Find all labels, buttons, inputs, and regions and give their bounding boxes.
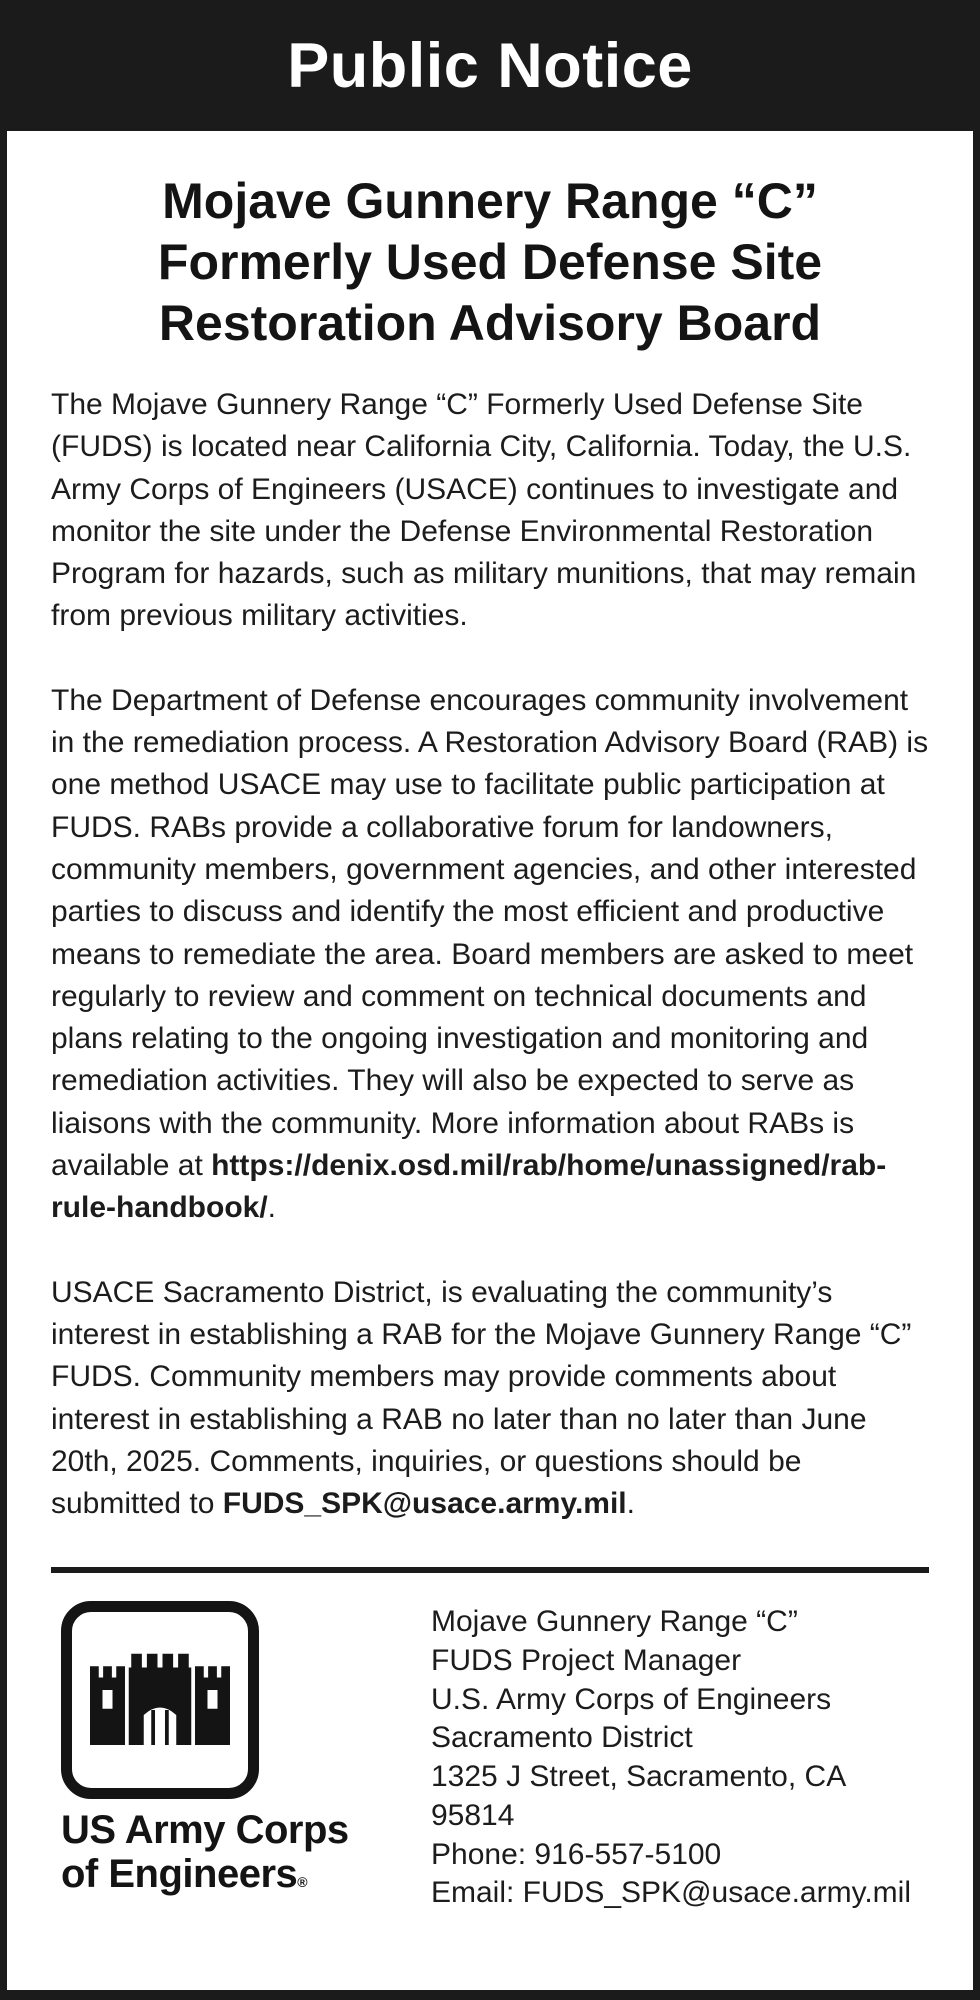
contact-info: [431, 1601, 929, 1913]
banner-title: Public Notice: [287, 30, 693, 101]
footer-divider: [51, 1567, 929, 1573]
footer: [51, 1601, 929, 1913]
contact-line-site: Mojave Gunnery Range “C”: [431, 1605, 798, 1639]
contact-line-email: Email: FUDS_SPK@usace.army.mil: [431, 1876, 911, 1910]
contact-line-org: U.S. Army Corps of Engineers: [431, 1682, 832, 1716]
usace-castle-icon: [61, 1601, 259, 1799]
usace-wordmark: [61, 1809, 431, 1895]
paragraph-rab-info-text: The Department of Defense encourages community involvement in the remediation process. A Restoration Advisory Board (RAB) is one method USACE may use to facilitate public participation at FUDS. RABs provide a collaborative forum for landowners, community members, government agencies, and other interested parties to discuss and identify the most efficient and productive means to remediate the area. Board members are asked to meet regularly to review and comment on technical documents and plans relating to the ongoing investigation and monitoring and remediation activities. They will also be expected to serve as liaisons with the community. More information about RABs is available at: [51, 683, 929, 1183]
notice-body: [7, 131, 973, 1990]
paragraph-rab-info-period: .: [267, 1191, 277, 1225]
usace-wordmark-line2: of Engineers: [61, 1851, 298, 1896]
comments-email-link[interactable]: FUDS_SPK@usace.army.mil: [222, 1487, 627, 1521]
paragraph-comment-period: [51, 1272, 929, 1526]
contact-line-district: Sacramento District: [431, 1721, 693, 1755]
notice-heading-line3: Restoration Advisory Board: [158, 295, 822, 351]
notice-heading-line2: Formerly Used Defense Site: [157, 234, 823, 290]
paragraph-site-description: [51, 384, 929, 638]
contact-line-phone: Phone: 916-557-5100: [431, 1837, 722, 1871]
registered-trademark-symbol: ®: [297, 1873, 308, 1890]
banner: [7, 0, 973, 131]
contact-line-role: FUDS Project Manager: [431, 1644, 742, 1678]
notice-heading-line1: Mojave Gunnery Range “C”: [162, 173, 818, 229]
paragraph-comment-period-text: USACE Sacramento District, is evaluating the community’s interest in establishing a RAB for the Mojave Gunnery Range “C” FUDS. Community members may provide comments about interest in establishing a RAB no later than no later than June 20th, 2025. Comments, inquiries, or questions should be submitted to: [51, 1275, 912, 1521]
paragraph-comment-period-period: .: [626, 1487, 635, 1521]
paragraph-rab-info: [51, 680, 929, 1230]
rab-handbook-link[interactable]: https://denix.osd.mil/rab/home/unassigned/rab-rule-handbook/: [51, 1149, 887, 1225]
usace-logo-block: [51, 1601, 431, 1895]
contact-line-address: 1325 J Street, Sacramento, CA 95814: [431, 1760, 845, 1832]
usace-wordmark-line1: US Army Corps: [61, 1808, 349, 1853]
paragraph-site-description-text: The Mojave Gunnery Range “C” Formerly Used Defense Site (FUDS) is located near California City, California. Today, the U.S. Army Corps of Engineers (USACE) continues to investigate and monitor the site under the Defense Environmental Restoration Program for hazards, such as military munitions, that may remain from previous military activities.: [51, 388, 917, 633]
notice-heading: [51, 171, 929, 354]
